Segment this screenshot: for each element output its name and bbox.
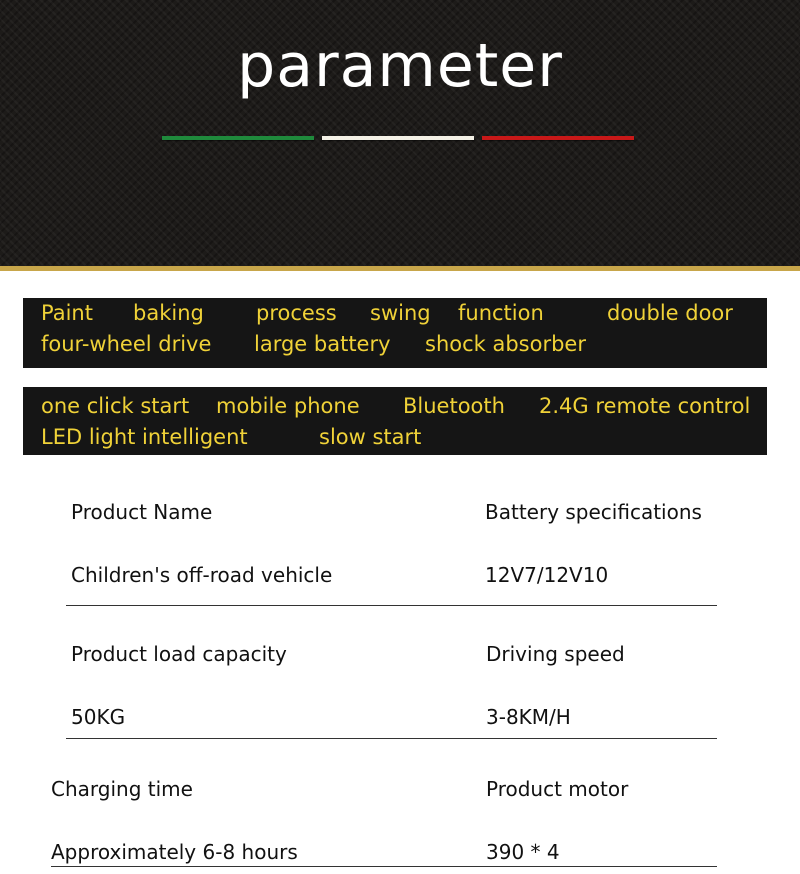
spec-label-charging-time: Charging time <box>51 777 193 801</box>
spec-value-product-name: Children's off-road vehicle <box>71 563 333 587</box>
feature-item: four-wheel drive <box>41 332 212 356</box>
feature-item: slow start <box>319 425 422 449</box>
feature-item: function <box>458 301 544 325</box>
feature-item: Bluetooth <box>403 394 505 418</box>
flag-stripe-green <box>162 136 314 140</box>
feature-item: shock absorber <box>425 332 586 356</box>
spec-value-driving-speed: 3-8KM/H <box>486 705 571 729</box>
feature-item: mobile phone <box>216 394 360 418</box>
row-divider <box>51 866 717 867</box>
flag-stripe-red <box>482 136 634 140</box>
feature-item: double door <box>607 301 733 325</box>
feature-item: one click start <box>41 394 190 418</box>
flag-stripe-white <box>322 136 474 140</box>
spec-label-product-name: Product Name <box>71 500 213 524</box>
feature-item: 2.4G remote control <box>539 394 751 418</box>
feature-item: LED light intelligent <box>41 425 248 449</box>
feature-item: large battery <box>254 332 391 356</box>
feature-item: baking <box>133 301 204 325</box>
spec-label-driving-speed: Driving speed <box>486 642 625 666</box>
feature-box-2 <box>23 387 767 455</box>
row-divider <box>66 605 717 606</box>
spec-value-product-motor: 390 * 4 <box>486 840 560 864</box>
feature-box-1 <box>23 298 767 368</box>
feature-line <box>41 391 767 422</box>
feature-item: process <box>256 301 337 325</box>
parameter-banner <box>0 0 800 271</box>
feature-item: swing <box>370 301 431 325</box>
spec-label-load-capacity: Product load capacity <box>71 642 287 666</box>
feature-line <box>41 298 767 329</box>
spec-label-battery-specifications: Battery specifications <box>485 500 702 524</box>
spec-value-load-capacity: 50KG <box>71 705 126 729</box>
feature-line <box>41 422 767 453</box>
feature-line <box>41 329 767 360</box>
spec-value-charging-time: Approximately 6-8 hours <box>51 840 298 864</box>
spec-label-product-motor: Product motor <box>486 777 629 801</box>
banner-title: parameter <box>237 31 563 101</box>
spec-value-battery-specifications: 12V7/12V10 <box>485 563 609 587</box>
feature-item: Paint <box>41 301 93 325</box>
row-divider <box>66 738 717 739</box>
